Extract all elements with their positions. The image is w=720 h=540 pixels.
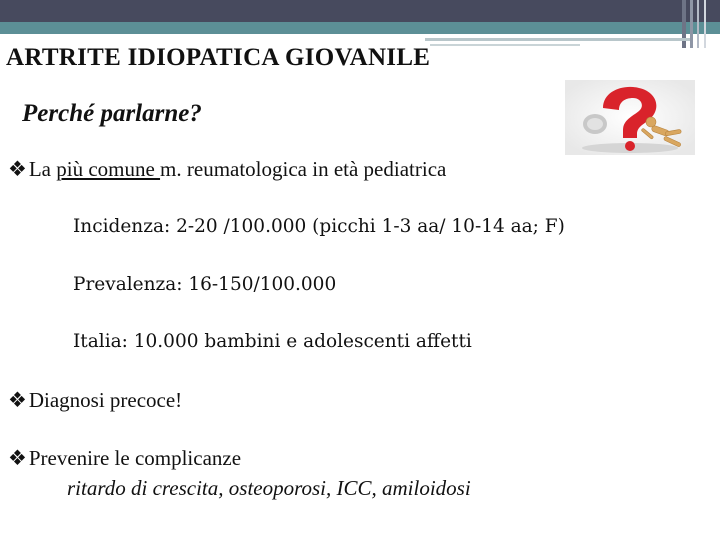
top-bar — [0, 0, 720, 22]
complications-list: ritardo di crescita, osteoporosi, ICC, amiloidosi — [67, 476, 471, 500]
diamond-bullet-icon: ❖ — [8, 388, 27, 412]
bullet-prevent-complications: ❖Prevenire le complicanze — [8, 446, 242, 470]
slide-title: ARTRITE IDIOPATICA GIOVANILE — [6, 44, 431, 71]
underlined-phrase: più comune — [56, 157, 161, 181]
title-rule-secondary — [430, 44, 580, 46]
incidence-line: Incidenza: 2-20 /100.000 (picchi 1-3 aa/ 10-14 aa; F) — [73, 216, 565, 237]
diamond-bullet-icon: ❖ — [8, 157, 27, 181]
italy-line: Italia: 10.000 bambini e adolescenti affetti — [73, 331, 472, 352]
bullet-early-diagnosis: ❖Diagnosi precoce! — [8, 388, 183, 412]
title-rule — [425, 38, 690, 41]
top-stripe — [0, 22, 720, 34]
diamond-bullet-icon: ❖ — [8, 446, 27, 470]
bullet-most-common: ❖La più comune m. reumatologica in età pediatrica — [8, 157, 447, 181]
prevalence-line: Prevalenza: 16-150/100.000 — [73, 274, 337, 295]
question-mark-figure-icon — [565, 80, 695, 155]
slide-subtitle: Perché parlarne? — [22, 100, 202, 127]
